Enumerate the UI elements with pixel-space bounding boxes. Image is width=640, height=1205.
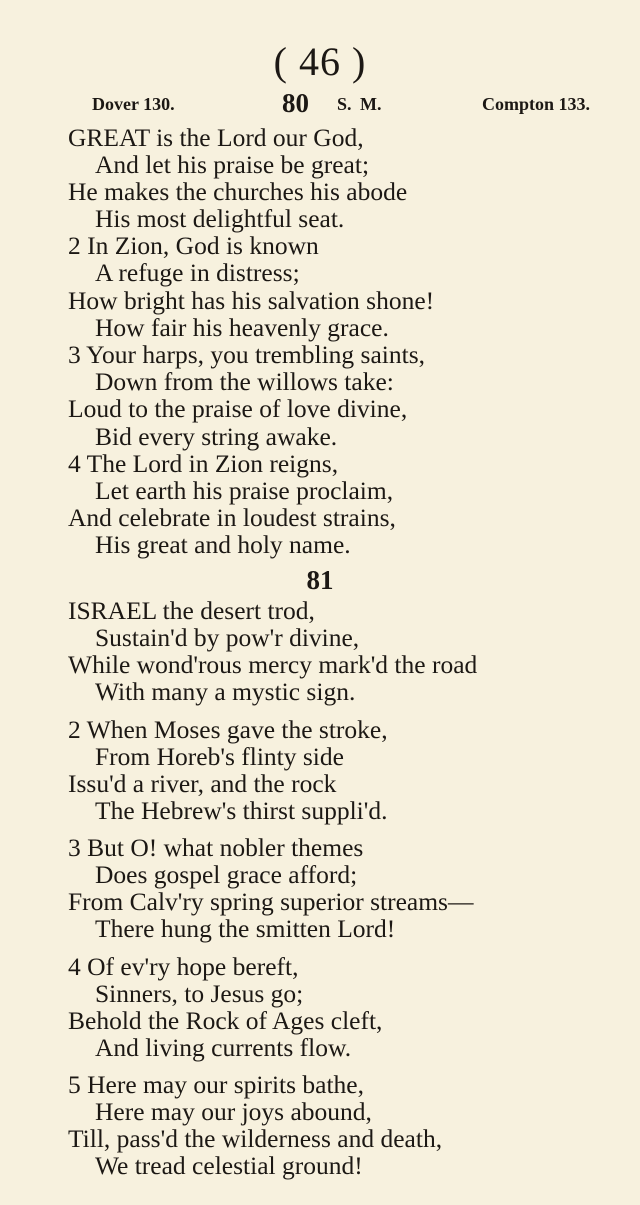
hymn-line: Down from the willows take: [95,367,394,396]
hymn-line: Sustain'd by pow'r divine, [95,623,360,652]
hymn-line: A refuge in distress; [95,258,300,287]
hymn-line: Loud to the praise of love divine, [68,394,408,423]
hymn-line: 2 In Zion, God is known [68,231,319,260]
hymn-line: We tread celestial ground! [95,1151,363,1180]
hymn-line: Here may our joys abound, [95,1097,372,1126]
hymn-line: With many a mystic sign. [95,677,356,706]
tune-left: Dover 130. [92,94,175,114]
hymn-number: 80 [282,88,309,118]
page-number: ( 46 ) [273,39,367,84]
hymn-line: 3 Your harps, you trembling saints, [68,340,425,369]
hymn-line: While wond'rous mercy mark'd the road [68,650,478,679]
hymn-line: 3 But O! what nobler themes [68,833,364,862]
hymn-line: The Hebrew's thirst suppli'd. [95,796,388,825]
hymn-line: And living currents flow. [95,1033,352,1062]
hymn-line: GREAT is the Lord our God, [68,123,364,152]
hymn-line: His great and holy name. [95,530,351,559]
hymn-line: Does gospel grace afford; [95,860,358,889]
tune-right: Compton 133. [482,94,591,114]
hymn-line: Issu'd a river, and the rock [68,769,337,798]
hymn-line: 2 When Moses gave the stroke, [68,715,388,744]
hymn-line: His most delightful seat. [95,204,345,233]
hymn-number-81: 81 [306,565,334,595]
hymn-line: Till, pass'd the wilderness and death, [68,1124,443,1153]
hymn-line: Bid every string awake. [95,422,338,451]
hymn-line: From Horeb's flinty side [95,742,344,771]
hymn-line: There hung the smitten Lord! [95,914,396,943]
hymn-line: How bright has his salvation shone! [68,286,435,315]
hymn-line: From Calv'ry spring superior streams— [68,887,474,916]
hymn-line: Let earth his praise proclaim, [95,476,394,505]
meter: S. M. [337,94,382,114]
hymn-line: And let his praise be great; [95,150,370,179]
hymn-line: And celebrate in loudest strains, [68,503,396,532]
hymn-line: He makes the churches his abode [68,177,408,206]
hymn-line: 5 Here may our spirits bathe, [68,1070,365,1099]
hymn-line: Behold the Rock of Ages cleft, [68,1006,383,1035]
hymn-header [0,88,640,118]
hymn-line: Sinners, to Jesus go; [95,979,304,1008]
hymn-line: How fair his heavenly grace. [95,313,389,342]
hymn-line: 4 Of ev'ry hope bereft, [68,952,299,981]
hymn-line: 4 The Lord in Zion reigns, [68,449,339,478]
hymn-line: ISRAEL the desert trod, [68,596,315,625]
